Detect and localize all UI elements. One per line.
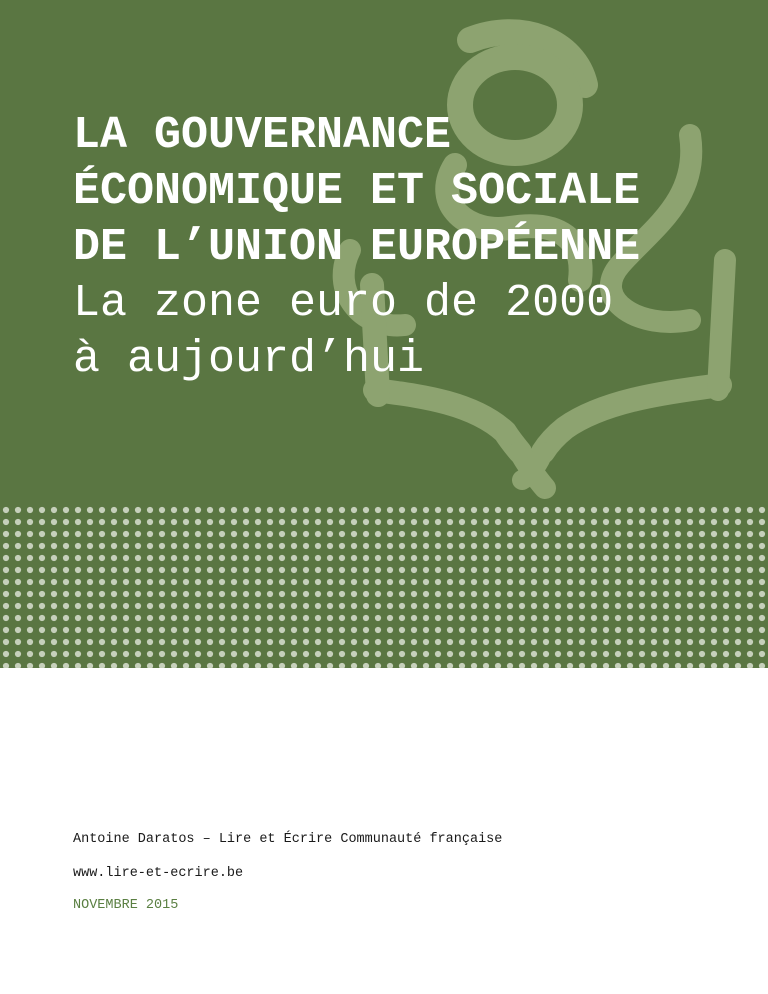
title-line: DE L’UNION EUROPÉENNE (73, 222, 641, 273)
publication-date: NOVEMBRE 2015 (73, 898, 179, 913)
subtitle-line: La zone euro de 2000 (73, 278, 614, 329)
title-line: ÉCONOMIQUE ET SOCIALE (73, 166, 641, 217)
dot-pattern (0, 505, 768, 668)
subtitle-line: à aujourd’hui (73, 334, 425, 385)
website-link[interactable]: www.lire-et-ecrire.be (73, 866, 244, 881)
title-line: LA GOUVERNANCE (73, 110, 452, 161)
author-line: Antoine Daratos – Lire et Écrire Communauté française (73, 832, 503, 847)
document-title-block (73, 108, 743, 388)
